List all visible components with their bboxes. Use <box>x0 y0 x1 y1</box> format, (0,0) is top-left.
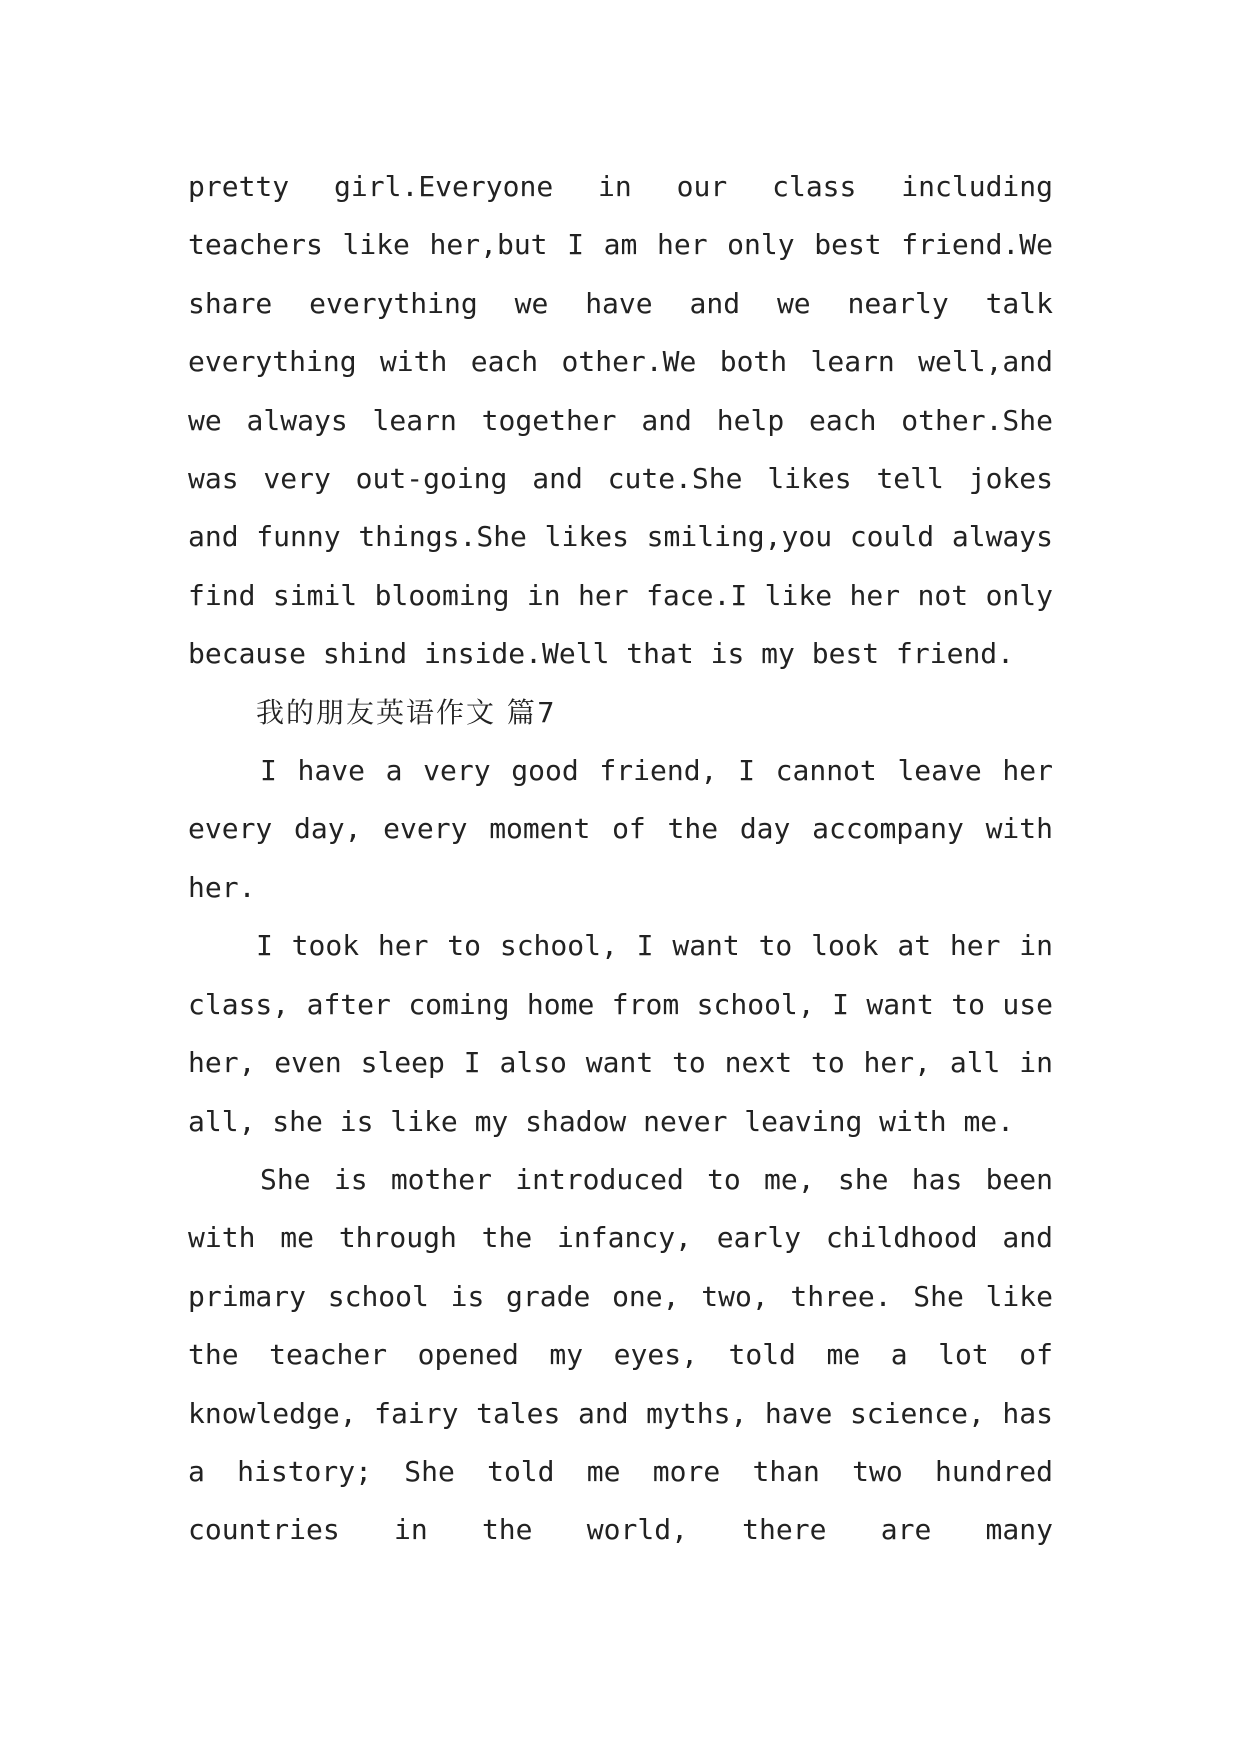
paragraph-intro: I have a very good friend, I cannot leave her every day, every moment of the day accompany with her. <box>188 754 1053 904</box>
paragraph-mother: She is mother introduced to me, she has been with me through the infancy, early childhood and primary school is grade one, two, three. She like the teacher opened my eyes, told me a lot of knowledge, fairy tales and myths, have science, has a history; She told me more than two hundred countries in the world, there are many <box>188 1162 1053 1547</box>
paragraph-school: I took her to school, I want to look at her in class, after coming home from school, I want to use her, even sleep I also want to next to her, all in all, she is like my shadow never leaving with me. <box>188 929 1053 1138</box>
paragraph-continued: pretty girl.Everyone in our class including teachers like her,but I am her only best friend.We share everything we have and we nearly talk everything with each other.We both learn well,and we always learn together and help each other.She was very out-going and cute.She likes tell jokes and funny things.She likes smiling,you could always find simil blooming in her face.I like her not only because shind inside.Well that is my best friend. <box>188 170 1053 671</box>
section-heading: 我的朋友英语作文 篇7 <box>256 695 557 729</box>
document-body <box>188 158 1053 1560</box>
